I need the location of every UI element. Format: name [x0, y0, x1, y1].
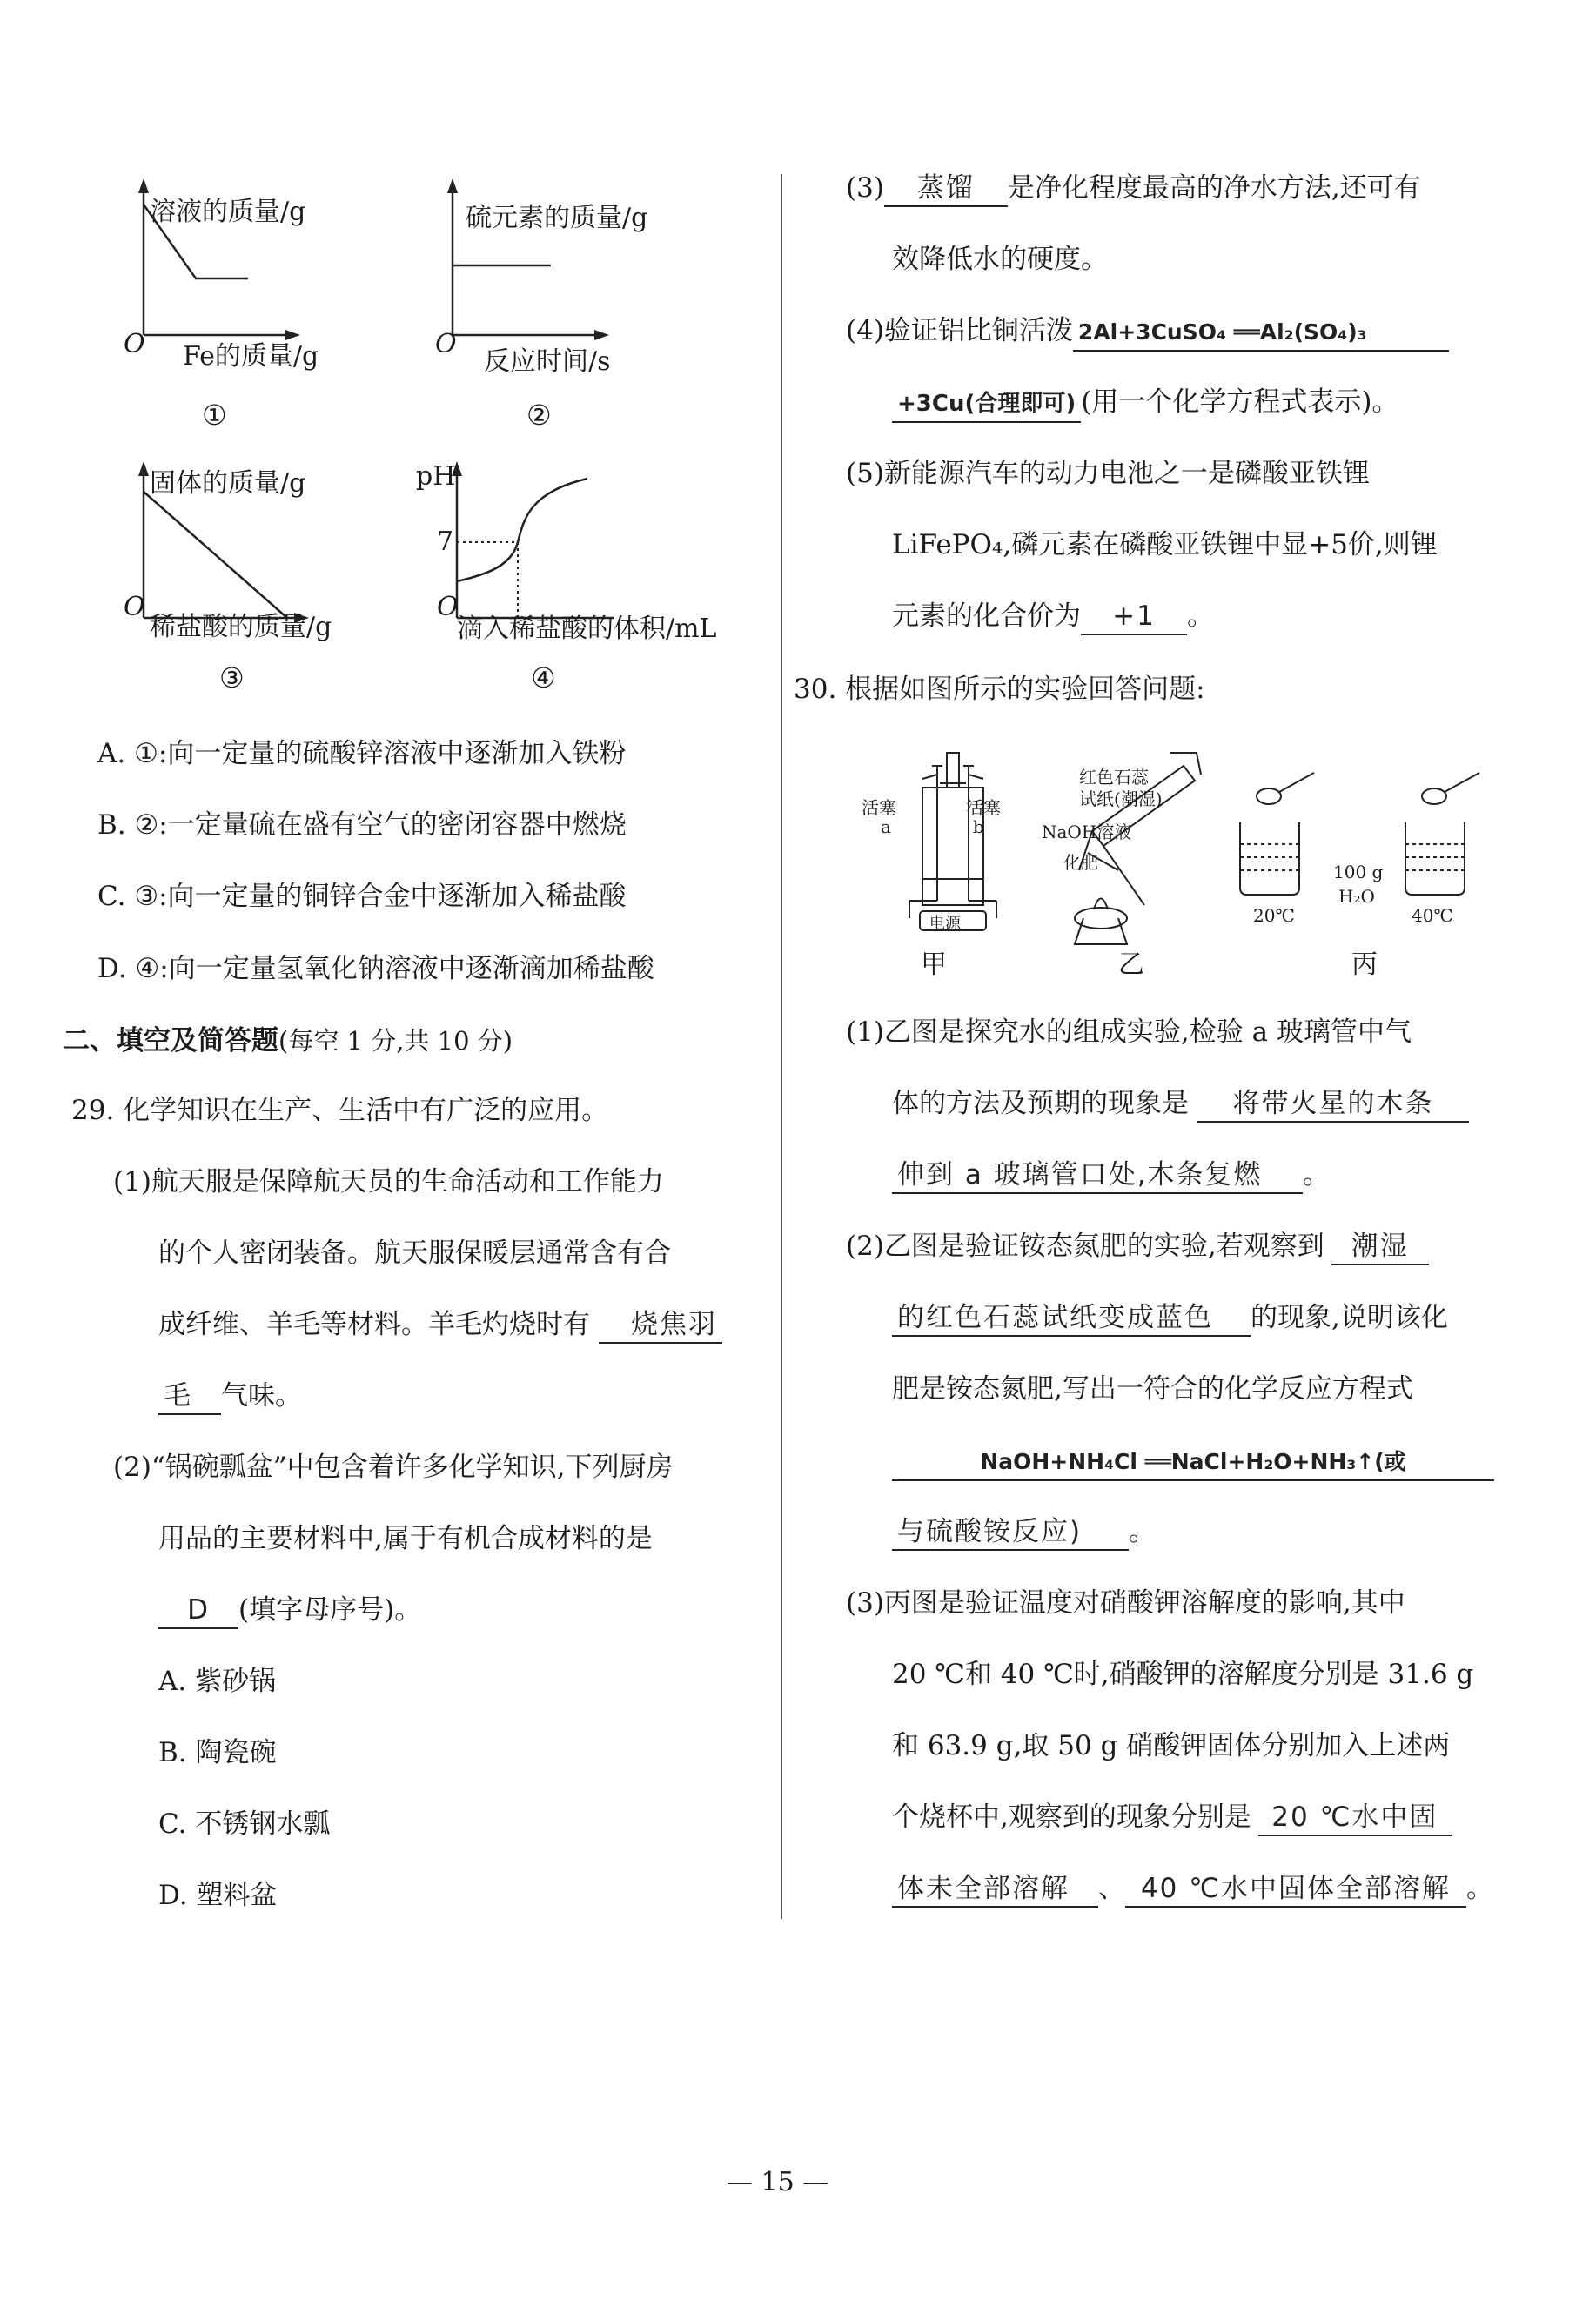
- q28-option-b: B. ②:一定量硫在盛有空气的密闭容器中燃烧: [97, 809, 627, 841]
- graph-4-tick: 7: [437, 527, 454, 557]
- q30-p2-line2-tail: 的现象,说明该化: [1251, 1302, 1448, 1333]
- q29-option-d: D. 塑料盆: [158, 1880, 278, 1911]
- fig-label-a: a: [881, 816, 891, 837]
- q30-p2-answer-c: NaOH+NH₄Cl ══NaCl+H₂O+NH₃↑(或: [892, 1445, 1494, 1481]
- page-number: — 15 —: [727, 2167, 829, 2197]
- q30-p2-answer-b: 的红色石蕊试纸变成蓝色: [892, 1300, 1251, 1337]
- q29-stem: 29. 化学知识在生产、生活中有广泛的应用。: [71, 1095, 609, 1126]
- graph-1-origin: O: [124, 329, 145, 359]
- q28-option-c: C. ③:向一定量的铜锌合金中逐渐加入稀盐酸: [97, 881, 627, 912]
- q29-p1-answer-a: 烧焦羽: [599, 1307, 722, 1344]
- fig-label-water-mass: 100 g: [1333, 862, 1384, 882]
- q30-p3-line4-text: 个烧杯中,观察到的现象分别是: [892, 1801, 1251, 1833]
- q30-p3-line5: [892, 1871, 1493, 1908]
- fig-label-huosai-left: 活塞: [862, 797, 896, 818]
- q29-p4-line2: [892, 385, 1398, 423]
- q29-p4-head: (4)验证铝比铜活泼: [846, 315, 1073, 346]
- graph-1-number: ①: [202, 399, 227, 432]
- graph-3-xlabel: 稀盐酸的质量/g: [150, 612, 332, 642]
- fig-label-yi: 乙: [1118, 949, 1144, 980]
- graph-4-ylabel: pH: [416, 461, 456, 492]
- q29-p5-line3-text: 元素的化合价为: [892, 600, 1081, 632]
- q30-stem: 30. 根据如图所示的实验回答问题:: [794, 674, 1205, 705]
- q30-p1-line2: [892, 1086, 1469, 1123]
- fig-label-litmus-1: 红色石蕊: [1079, 767, 1149, 788]
- q30-p3-answer-a: 20 ℃水中固: [1258, 1800, 1452, 1836]
- q30-p2-line3: 肥是铵态氮肥,写出一符合的化学反应方程式: [892, 1373, 1413, 1405]
- q29-p1-line4: [158, 1379, 302, 1415]
- q29-option-b: B. 陶瓷碗: [158, 1737, 277, 1768]
- q30-p1-answer-b: 伸到 a 玻璃管口处,木条复燃: [892, 1157, 1303, 1194]
- q29-p5-line2: LiFePO₄,磷元素在磷酸亚铁锂中显+5价,则锂: [892, 529, 1438, 560]
- fig-label-water: H₂O: [1338, 886, 1375, 907]
- q30-p3-line2: 20 ℃和 40 ℃时,硝酸钾的溶解度分别是 31.6 g: [892, 1659, 1474, 1690]
- q29-p2-line2: 用品的主要材料中,属于有机合成材料的是: [158, 1523, 653, 1554]
- fig-label-b: b: [973, 816, 984, 837]
- q29-p2-line3: [158, 1593, 421, 1629]
- q30-p3-answer-c: 40 ℃水中固体全部溶解: [1125, 1871, 1466, 1908]
- q29-p4-answer-1: 2Al+3CuSO₄ ══Al₂(SO₄)₃: [1073, 315, 1449, 352]
- fig-label-litmus-2: 试纸(潮湿): [1079, 788, 1163, 809]
- q30-p1-end: 。: [1303, 1159, 1330, 1191]
- graph-1-xlabel: Fe的质量/g: [183, 341, 319, 372]
- section-2-note: (每空 1 分,共 10 分): [278, 1026, 513, 1056]
- q29-option-a: A. 紫砂锅: [158, 1666, 277, 1697]
- q29-p5-end: 。: [1187, 600, 1214, 632]
- section-2-heading: [63, 1023, 513, 1058]
- q30-p2-end: 。: [1129, 1516, 1156, 1547]
- q29-option-c: C. 不锈钢水瓢: [158, 1808, 331, 1840]
- q29-p2-line1: (2)“锅碗瓢盆”中包含着许多化学知识,下列厨房: [113, 1452, 674, 1483]
- electrolysis-apparatus: [909, 753, 996, 930]
- fig-label-bing: 丙: [1351, 949, 1378, 980]
- q30-p2-line5: [892, 1514, 1156, 1551]
- graph-2-ylabel: 硫元素的质量/g: [466, 203, 648, 233]
- q28-option-a: A. ①:向一定量的硫酸锌溶液中逐渐加入铁粉: [97, 738, 627, 769]
- graph-4-number: ④: [531, 661, 556, 694]
- q30-p3-mid: 、: [1098, 1873, 1125, 1904]
- graph-4-xlabel: 滴入稀盐酸的体积/mL: [457, 614, 717, 644]
- q29-p2-answer: D: [158, 1593, 238, 1629]
- graph-2-origin: O: [435, 329, 457, 359]
- q29-p3-tail: 是净化程度最高的净水方法,还可有: [1007, 172, 1421, 204]
- q29-p4-answer-2: +3Cu(合理即可): [892, 386, 1081, 423]
- q29-p2-tail: (填字母序号)。: [238, 1594, 422, 1626]
- fig-label-jia: 甲: [921, 949, 947, 980]
- graph-2-number: ②: [526, 399, 552, 432]
- column-divider: [781, 174, 782, 1919]
- q30-p2-line1: [846, 1229, 1429, 1265]
- graph-2-xlabel: 反应时间/s: [484, 346, 611, 377]
- fig-label-huafei: 化肥: [1063, 852, 1098, 873]
- fig-label-20c: 20℃: [1253, 905, 1295, 926]
- q30-p3-line1: (3)丙图是验证温度对硝酸钾溶解度的影响,其中: [846, 1587, 1405, 1619]
- q30-p1-line3: [892, 1157, 1330, 1194]
- q29-p1-line1: (1)航天服是保障航天员的生命活动和工作能力: [113, 1166, 664, 1197]
- q29-p5-answer: +1: [1081, 599, 1187, 635]
- section-2-title: 二、填空及简答题: [63, 1025, 278, 1057]
- q29-p4-tail: (用一个化学方程式表示)。: [1081, 386, 1399, 418]
- q28-option-d: D. ④:向一定量氢氧化钠溶液中逐渐滴加稀盐酸: [97, 953, 654, 984]
- q30-p1-answer-a: 将带火星的木条: [1197, 1086, 1469, 1123]
- graph-4-axes: [435, 457, 644, 631]
- q29-p1-line2: 的个人密闭装备。航天服保暖层通常含有合: [158, 1238, 671, 1269]
- graph-1-ylabel: 溶液的质量/g: [150, 197, 306, 227]
- q29-p1-line4-tail: 气味。: [221, 1380, 302, 1412]
- fig-label-huosai-right: 活塞: [966, 797, 1001, 818]
- q30-p2-line4: [892, 1443, 1494, 1481]
- q29-p3-line2: 效降低水的硬度。: [892, 244, 1108, 275]
- q30-p1-line2-text: 体的方法及预期的现象是: [892, 1088, 1189, 1119]
- q29-p4-line1: [846, 313, 1449, 352]
- q29-p5-line1: (5)新能源汽车的动力电池之一是磷酸亚铁锂: [846, 458, 1370, 489]
- q30-p2-answer-d: 与硫酸铵反应): [892, 1514, 1129, 1551]
- graph-3-origin: O: [124, 592, 145, 622]
- q29-p3-head: (3): [846, 172, 884, 204]
- graph-3-ylabel: 固体的质量/g: [150, 468, 306, 499]
- fig-label-dianyuan: 电源: [929, 915, 961, 933]
- q30-p1-line1: (1)乙图是探究水的组成实验,检验 a 玻璃管中气: [846, 1016, 1412, 1048]
- q30-p2-line2: [892, 1300, 1448, 1337]
- q29-p5-line3: [892, 599, 1214, 635]
- graph-3-number: ③: [219, 661, 245, 694]
- q30-p3-line4: [892, 1800, 1452, 1836]
- q29-p3-answer: 蒸馏: [884, 171, 1008, 207]
- q29-p3-line1: [846, 171, 1421, 207]
- q30-p3-end: 。: [1466, 1873, 1493, 1904]
- fig-label-40c: 40℃: [1412, 905, 1453, 926]
- q30-p2-line1-text: (2)乙图是验证铵态氮肥的实验,若观察到: [846, 1231, 1324, 1262]
- fig-label-naoh: NaOH溶液: [1042, 822, 1132, 842]
- q30-p2-answer-a: 潮湿: [1331, 1229, 1429, 1265]
- graph-4-origin: O: [437, 592, 459, 622]
- q30-p3-line3: 和 63.9 g,取 50 g 硝酸钾固体分别加入上述两: [892, 1730, 1451, 1761]
- q29-p1-line3: [158, 1307, 722, 1344]
- q30-p3-answer-b: 体未全部溶解: [892, 1871, 1098, 1908]
- q29-p1-line3-text: 成纤维、羊毛等材料。羊毛灼烧时有: [158, 1309, 590, 1340]
- q29-p1-answer-b: 毛: [158, 1379, 221, 1415]
